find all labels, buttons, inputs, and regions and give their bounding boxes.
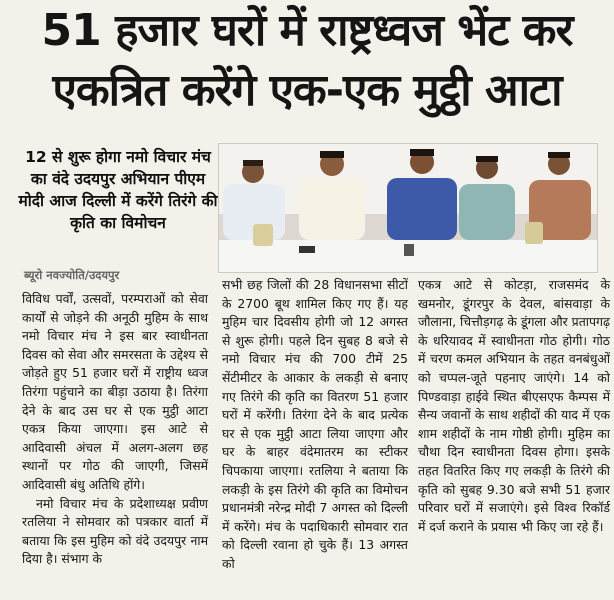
byline: ब्यूरो नवज्योति/उदयपुर bbox=[24, 268, 120, 282]
article-column-3 bbox=[418, 276, 610, 536]
press-conference-illustration bbox=[219, 144, 597, 272]
headline-line-1: 51 हजार घरों में राष्ट्रध्वज भेंट कर bbox=[41, 5, 573, 56]
press-conference-photo bbox=[218, 143, 598, 273]
article-paragraph: सभी छह जिलों की 28 विधानसभा सीटों के 2700 बूथ शामिल किए गए हैं। यह मुहिम चार दिवसीय होगी जो 12 अगस्त से शुरू होगी। पहले दिन सुबह 8 बजे से नमो विचार मंच की 700 टीमें 25 सेंटीमीटर के आकार के लकड़ी से बनाए गए तिरंगे की कृति का वितरण 51 हजार घरों में करेंगी। तिरंगा देने के बाद प्रत्येक घर से एक मुट्ठी आटा लिया जाएगा और घर के बाहर वंदेमातरम का स्टीकर चिपकाया जाएगा। रतलिया ने बताया कि लकड़ी के इस तिरंगे की कृति का विमोचन प्रधानमंत्री नरेन्द्र मोदी 7 अगस्त को दिल्ली में करेंगे। मंच के पदाधिकारी सोमवार रात को दिल्ली रवाना हो चुके हैं। 13 अगस्त को bbox=[222, 277, 408, 571]
article-paragraph: एकत्र आटे से कोटड़ा, राजसमंद के खमनोर, डूंगरपुर के देवल, बांसवाड़ा के जौलाना, चित्तौड़गढ़ के डूंगला और प्रतापगढ़ के धरियावद में स्वाधीनता गोठ होगी। गोठ में चरण कमल अभियान के तहत वनबंधुओं को चप्पल-जूते पहनाए जाएंगे। 14 को पिण्डवाड़ा हाईवे स्थित बीएसएफ कैम्पस में सैन्य जवानों के साथ शहीदों की याद में एक शाम शहीदों के नाम गोष्ठी होगी। मुहिम का चौथा दिन स्वाधीनता दिवस होगा। इसके तहत वितरित किए गए लकड़ी के तिरंगे की कृति को सुबह 9.30 बजे सभी 51 हजार परिवार घरों में सजाएंगे। इसे विश्व रिकॉर्ड में दर्ज कराने के प्रयास भी किए जा रहे हैं। bbox=[418, 277, 610, 534]
article-column-2 bbox=[222, 276, 408, 574]
subheadline: 12 से शुरू होगा नमो विचार मंच का वंदे उदयपुर अभियान पीएम मोदी आज दिल्ली में करेंगे तिरंगे की कृति का विमोचन bbox=[18, 148, 218, 232]
article-column-1 bbox=[22, 290, 208, 569]
article-paragraph: नमो विचार मंच के प्रदेशाध्यक्ष प्रवीण रतलिया ने सोमवार को पत्रकार वार्ता में बताया कि इस मुहिम को वंदे उदयपुर नाम दिया है। संभाग के bbox=[22, 495, 208, 567]
headline-line-2: एकत्रित करेंगे एक-एक मुट्ठी आटा bbox=[52, 65, 562, 116]
article-paragraph: विविध पर्वों, उत्सवों, परम्पराओं को सेवा कार्यों से जोड़ने की अनूठी मुहिम के साथ नमो विचार मंच ने इस बार स्वाधीनता दिवस को सेवा और समरसता के उद्देश्य से जोड़ते हुए 51 हजार घरों में राष्ट्रीय ध्वज तिरंगा पहुंचाने का बीड़ा उठाया है। तिरंगा देने के बाद उस घर से एक मुट्ठी आटा एकत्र किया जाएगा। इस आटे से आदिवासी अंचल में अलग-अलग छह स्थानों पर गोठ की जाएगी, जिसमें आदिवासी बंधु अतिथि होंगे। bbox=[22, 291, 208, 492]
